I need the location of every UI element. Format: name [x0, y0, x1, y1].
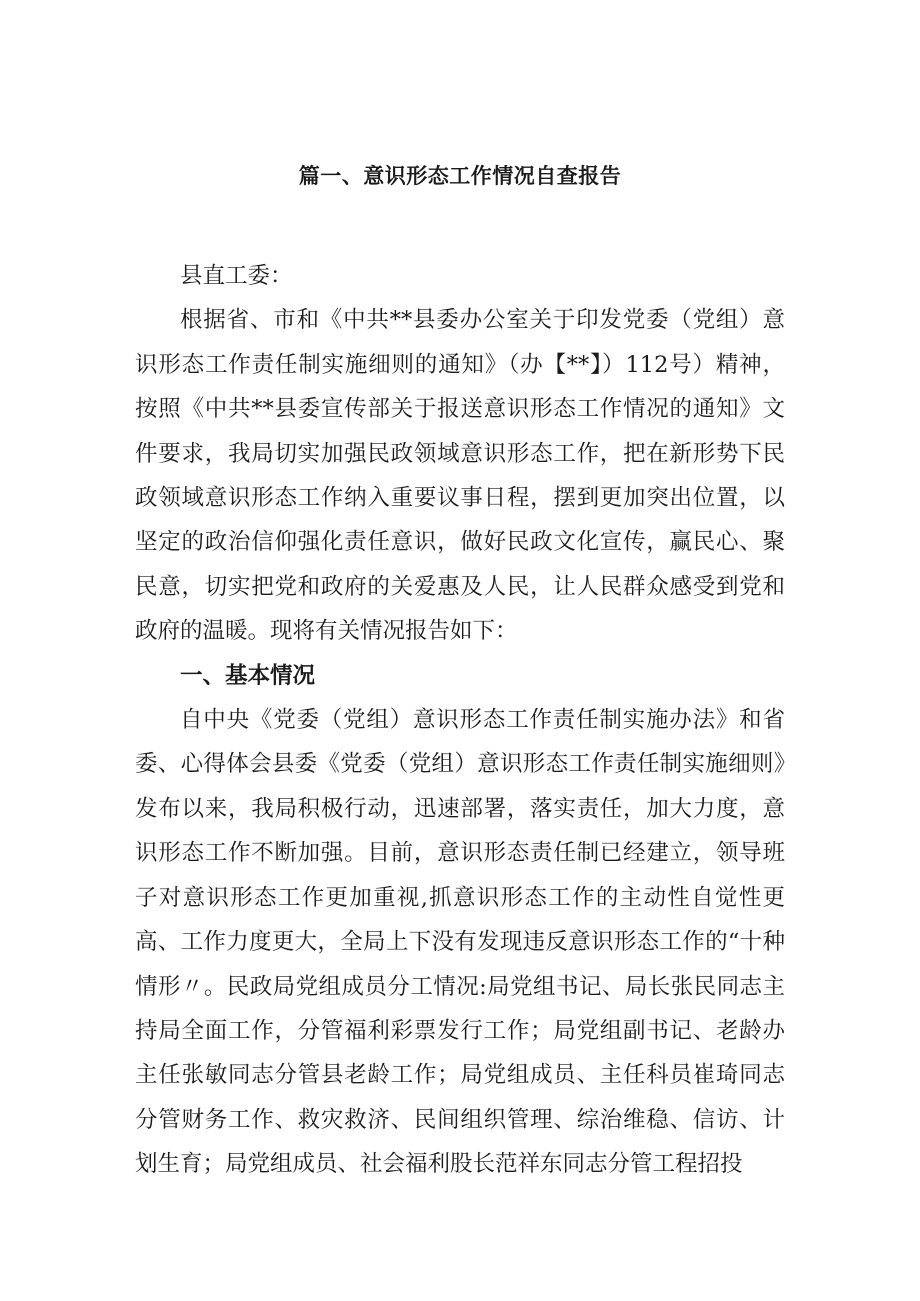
- paragraph-intro: 根据省、市和《中共**县委办公室关于印发党委（党组）意识形态工作责任制实施细则的通知》（办【**】）112号）精神，按照《中共**县委宣传部关于报送意识形态工作情况的通知》文件要求，我局切实加强民政领域意识形态工作，把在新形势下民政领域意识形态工作纳入重要议事日程，摆到更加突出位置，以坚定的政治信仰强化责任意识，做好民政文化宣传，赢民心、聚民意，切实把党和政府的关爱惠及人民，让人民群众感受到党和政府的温暖。现将有关情况报告如下：: [135, 307, 785, 645]
- salutation: 县直工委：: [180, 263, 293, 289]
- paragraph-basic-situation: 自中央《党委（党组）意识形态工作责任制实施办法》和省委、心得体会县委《党委（党组）意识形态工作责任制实施细则》发布以来，我局积极行动，迅速部署，落实责任，加大力度，意识形态工作不断加强。目前，意识形态责任制已经建立，领导班子对意识形态工作更加重视,抓意识形态工作的主动性自觉性更高、工作力度更大，全局上下没有发现违反意识形态工作的“十种情形〃。民政局党组成员分工情况:局党组书记、局长张民同志主持局全面工作，分管福利彩票发行工作；局党组副书记、老龄办主任张敏同志分管县老龄工作；局党组成员、主任科员崔琦同志分管财务工作、救灾救济、民间组织管理、综治维稳、信访、计划生育；局党组成员、社会福利股长范祥东同志分管工程招投: [135, 707, 785, 1178]
- document-title: 篇一、意识形态工作情况自查报告: [298, 164, 622, 188]
- section-heading-basic-situation: 一、基本情况: [180, 662, 316, 689]
- document-body: [135, 254, 785, 1187]
